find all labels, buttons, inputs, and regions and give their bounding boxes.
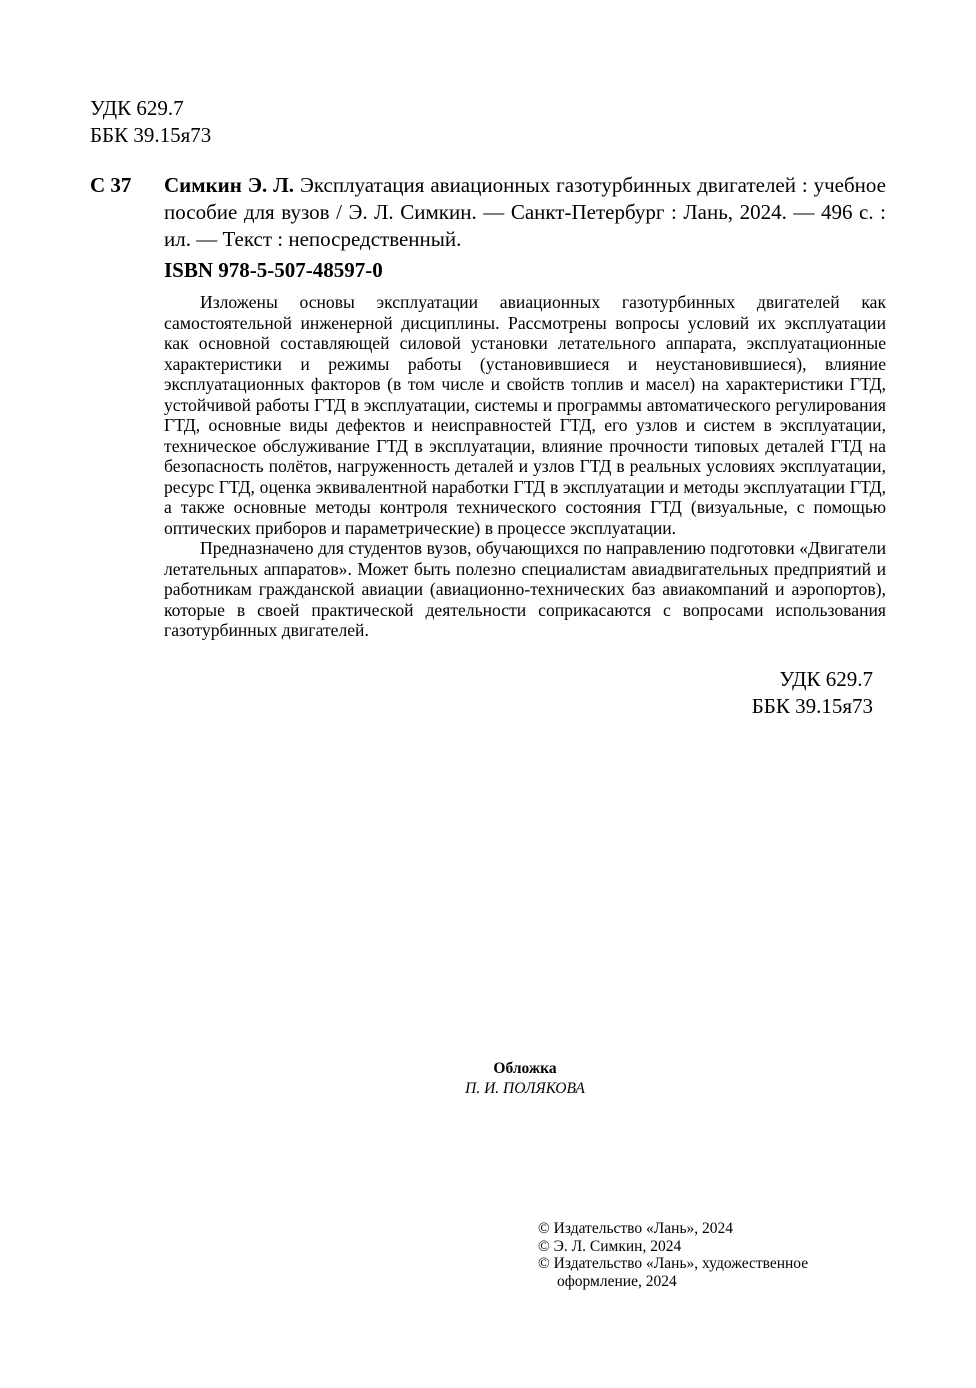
author-name: Симкин Э. Л.: [164, 173, 295, 197]
cover-credit: [400, 1059, 650, 1099]
udk-code: УДК 629.7: [90, 96, 184, 120]
annotation: [164, 292, 886, 641]
copyright-line: © Издательство «Лань», 2024: [538, 1220, 734, 1237]
bibliographic-record: [164, 172, 886, 253]
copyright-line: © Э. Л. Симкин, 2024: [538, 1237, 682, 1255]
cover-designer-name: П. И. ПОЛЯКОВА: [465, 1080, 585, 1097]
annotation-paragraph: Изложены основы эксплуатации авиационных газотурбинных двигателей как самостоятельной инженерной дисциплины. Рассмотрены вопросы условий их эксплуатации как основной составляющей силовой установки летательного аппарата, эксплуатационные характеристики и режимы работы (установившиеся и неустановившиеся), влияние эксплуатационных факторов (в том числе и свойств топлив и масел) на характеристики ГТД, устойчивой работы ГТД в эксплуатации, системы и программы автоматического регулирования ГТД, основные виды дефектов и неисправностей ГТД, его узлов и систем в эксплуатации, техническое обслуживание ГТД в эксплуатации, влияние прочности типовых деталей ГТД на безопасность полётов, нагруженность деталей и узлов ГТД в реальных условиях эксплуатации, ресурс ГТД, оценка эквивалентной наработки ГТД в эксплуатации и методы эксплуатации ГТД, а также основные методы контроля технического состояния ГТД (визуальные, с помощью оптических приборов и параметрические) в процессе эксплуатации.: [164, 292, 886, 538]
author-mark: С 37: [90, 173, 132, 197]
annotation-paragraph: Предназначено для студентов вузов, обучающихся по направлению подготовки «Двигатели летательных аппаратов». Может быть полезно специалистам авиадвигательных предприятий и работникам гражданской авиации (авиационно-технических баз авиакомпаний и аэропортов), которые в своей практической деятельности соприкасаются с вопросами использования газотурбинных двигателей.: [164, 538, 886, 640]
cover-label: Обложка: [493, 1060, 557, 1077]
classification-codes-bottom: [752, 666, 873, 720]
bbk-code: ББК 39.15я73: [751, 694, 873, 718]
udk-code: УДК 629.7: [779, 667, 873, 691]
copyright-line: оформление, 2024: [557, 1272, 677, 1290]
bbk-code: ББК 39.15я73: [90, 123, 212, 147]
classification-codes-top: [90, 95, 211, 149]
bibliographic-description: Эксплуатация авиационных газотурбинных двигателей : учебное пособие для вузов / Э. Л. Симкин. — Санкт-Петербург : Лань, 2024. — 496 с. : ил. — Текст : непосредственный.: [164, 173, 887, 251]
isbn: ISBN 978-5-507-48597-0: [164, 258, 383, 282]
copyright-line: © Издательство «Лань», художественное: [538, 1255, 809, 1272]
copyright-block: [538, 1220, 808, 1290]
